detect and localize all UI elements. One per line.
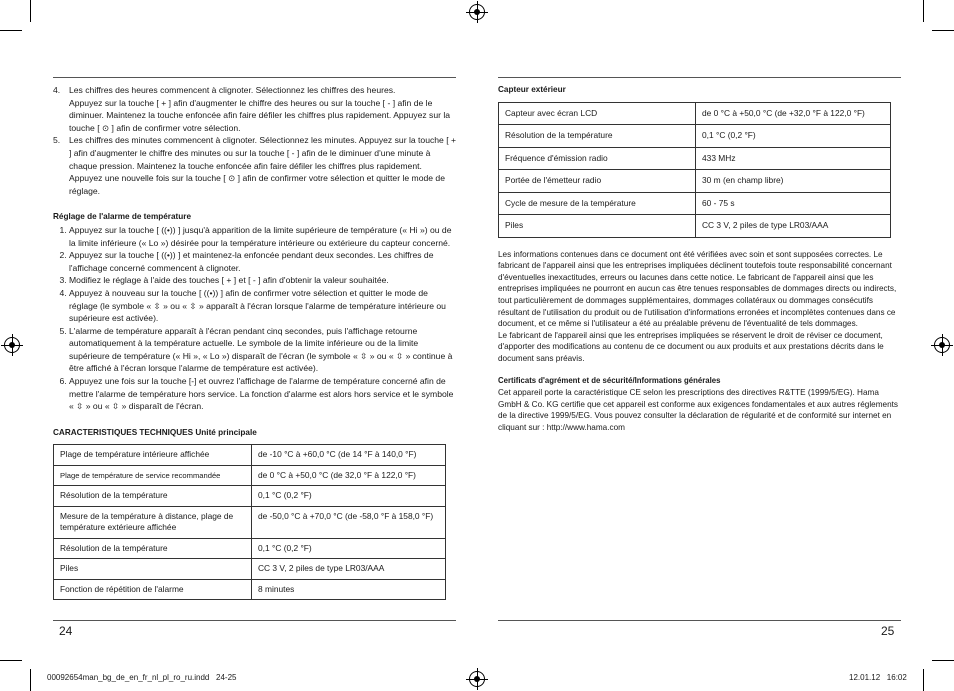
spec-value: de -50,0 °C à +70,0 °C (de -58,0 °F à 158,0 °F) [252, 506, 446, 538]
disclaimer-paragraph: Le fabricant de l'appareil ainsi que les entreprises impliquées se réservent le droit de réviser ce document, d'apporter des modifications au contenu de ce document ou aux produits et aux prestations décrits dans le document sans préavis. [498, 330, 884, 363]
spec-label: Résolution de la température [54, 538, 252, 559]
bottom-rule-left [53, 620, 456, 621]
list-item: 5. L'alarme de température apparaît à l'écran pendant cinq secondes, puis l'affichage retourne automatiquement à la température actuelle. Le symbole de la limite inférieure ou de la limite supérieure de température (« Hi », « Lo ») disparaît de l'écran (le symbole « ⇳ » ou « ⇳ » continue à être affiché à l'écran lorsque l'alarme de température est activée). [69, 325, 456, 375]
crop-mark [932, 30, 954, 31]
table-row [54, 506, 446, 538]
list-item: 3. Modifiez le réglage à l'aide des touches [ + ] et [ - ] afin d'obtenir la valeur souhaitée. [69, 274, 456, 287]
spec-value: de 0 °C à +50,0 °C (de 32,0 °F à 122,0 °F) [252, 465, 446, 486]
date-slug: 12.01.12 16:02 [849, 673, 907, 682]
spec-value: 0,1 °C (0,2 °F) [696, 125, 891, 148]
registration-mark-icon [934, 337, 950, 353]
file-slug: 00092654man_bg_de_en_fr_nl_pl_ro_ru.indd 24-25 [47, 673, 237, 682]
page-number-right: 25 [881, 624, 895, 638]
spec-label: Piles [499, 215, 696, 238]
list-item: 4. Appuyez à nouveau sur la touche [ ((•)) ] afin de confirmer votre sélection et quitter le mode de réglage (le symbole « ⇳ » ou « ⇳ » apparaît à l'écran lorsque l'alarme de température intérieure ou supérieure est activée). [69, 287, 456, 325]
step-text: Les chiffres des heures commencent à clignoter. Sélectionnez les chiffres des heures. [69, 85, 396, 95]
registration-mark-icon [469, 671, 485, 687]
table-row [499, 215, 891, 238]
spec-value: CC 3 V, 2 piles de type LR03/AAA [696, 215, 891, 238]
cert-text: Cet appareil porte la caractéristique CE selon les prescriptions des directives R&TTE (1999/5/EG). Hama GmbH & Co. KG certifie que cet appareil est conforme aux exigences fondamentales et aux autres réglements de la directive 1999/5/EG. Vous pouvez consulter la déclaration de régularité et de conformité sur internet en cliquant sur : http://www.hama.com [498, 388, 899, 432]
crop-mark [932, 660, 954, 661]
step-text: Appuyez sur la touche [ + ] afin d'augmenter le chiffre des heures ou sur la touche [ - ] afin de le diminuer. Maintenez la touche enfoncée afin faire défiler les chiffres plus rapidement. Appuyez sur la touche [ ⊙ ] afin de confirmer votre sélection. [69, 97, 451, 133]
alarm-heading: Réglage de l'alarme de température [53, 212, 192, 222]
time-step-5 [53, 134, 456, 197]
spec-value: 0,1 °C (0,2 °F) [252, 538, 446, 559]
cert-heading: Certificats d'agrément et de sécurité/Informations générales [498, 375, 721, 385]
spec-value: 433 MHz [696, 147, 891, 170]
table-row [499, 125, 891, 148]
spec-label: Piles [54, 559, 252, 580]
spec-label: Résolution de la température [54, 486, 252, 507]
spec-label: Résolution de la température [499, 125, 696, 148]
time-steps [53, 84, 456, 134]
spec-label: Cycle de mesure de la température [499, 192, 696, 215]
crop-mark [0, 30, 22, 31]
crop-mark [923, 669, 924, 691]
table-row [54, 579, 446, 600]
spec-value: de 0 °C à +50,0 °C (de +32,0 °F à 122,0 °F) [696, 102, 891, 125]
left-page [53, 84, 456, 600]
spec-value: 8 minutes [252, 579, 446, 600]
table-row [499, 192, 891, 215]
table-row [54, 465, 446, 486]
top-rule-right [498, 77, 901, 78]
alarm-steps [53, 224, 456, 413]
table-row [499, 147, 891, 170]
list-item: 2. Appuyez sur la touche [ ((•)) ] et maintenez-la enfoncée pendant deux secondes. Les chiffres de l'affichage concerné commencent à clignoter. [69, 249, 456, 274]
spec-value: 60 - 75 s [696, 192, 891, 215]
list-item: 1. Appuyez sur la touche [ ((•)) ] jusqu'à apparition de la limite supérieure de température (« Hi ») ou de la limite inférieure (« Lo ») désirée pour la température intérieure ou extérieure du capteur concerné. [69, 224, 456, 249]
table-row [54, 486, 446, 507]
table-row [499, 170, 891, 193]
table-row [54, 538, 446, 559]
sensor-heading: Capteur extérieur [498, 85, 566, 94]
spec-label: Plage de température intérieure affichée [54, 445, 252, 466]
crop-mark [30, 0, 31, 22]
table-row [499, 102, 891, 125]
specs-table [53, 444, 446, 600]
step-number: 4. [53, 85, 61, 95]
spec-label: Portée de l'émetteur radio [499, 170, 696, 193]
step-text: Les chiffres des minutes commencent à clignoter. Sélectionnez les minutes. Appuyez sur la touche [ + ] afin d'augmenter le chiffre des minutes ou sur la touche [ - ] afin de le diminuer d'une minute à chaque pression. Maintenez la touche enfoncée afin faire défiler les chiffres plus rapidement. Appuyez une nouvelle fois sur la touche [ ⊙ ] afin de confirmer votre sélection et quitter le mode de réglage. [69, 135, 457, 196]
spec-value: de -10 °C à +60,0 °C (de 14 °F à 140,0 °F) [252, 445, 446, 466]
list-item: 6. Appuyez une fois sur la touche [-] et ouvrez l'affichage de l'alarme de température concerné afin de mettre l'alarme de température hors service. La fonction d'alarme est alors hors service et le symbole « ⇳ » ou « ⇳ » disparaît de l'écran. [69, 375, 456, 413]
spec-label: Capteur avec écran LCD [499, 102, 696, 125]
table-row [54, 445, 446, 466]
crop-mark [0, 660, 22, 661]
crop-mark [30, 669, 31, 691]
page-number-left: 24 [59, 624, 73, 638]
spec-value: 30 m (en champ libre) [696, 170, 891, 193]
right-page [498, 84, 901, 434]
crop-mark [923, 0, 924, 22]
step-number: 5. [53, 135, 61, 146]
specs-heading: CARACTERISTIQUES TECHNIQUES Unité principale [53, 427, 257, 437]
spec-value: CC 3 V, 2 piles de type LR03/AAA [252, 559, 446, 580]
disclaimer-paragraph: Les informations contenues dans ce document ont été vérifiées avec soin et sont supposées correctes. Le fabricant de l'appareil ainsi que les entreprises impliquées déclinent toutefois toute responsabilité concernant d'éventuelles inexactitudes, erreurs ou lacunes dans cette notice. Le fabricant de l'appareil ainsi que les entreprises impliquées ne pourront en aucun cas être tenues responsables de dommages directs ou indirects, tout particulièrement de dommages supplémentaires, dommages collatéraux ou dommages consécutifs résultant de l'utilisation du produit ou de l'utilisation d'informations erronées et incomplètes contenues dans ce document, et ce même si l'utilisateur a été au préalable prévenu de l'éventualité de tels dommages. [498, 249, 897, 329]
registration-mark-icon [4, 337, 20, 353]
sensor-specs-table [498, 102, 891, 238]
spec-value: 0,1 °C (0,2 °F) [252, 486, 446, 507]
spec-label: Mesure de la température à distance, plage de température extérieure affichée [54, 506, 252, 538]
table-row [54, 559, 446, 580]
registration-mark-icon [469, 4, 485, 20]
top-rule-left [53, 77, 456, 78]
spec-label: Fonction de répétition de l'alarme [54, 579, 252, 600]
spec-label: Fréquence d'émission radio [499, 147, 696, 170]
bottom-rule-right [498, 620, 901, 621]
spec-label: Plage de température de service recommandée [54, 465, 252, 486]
